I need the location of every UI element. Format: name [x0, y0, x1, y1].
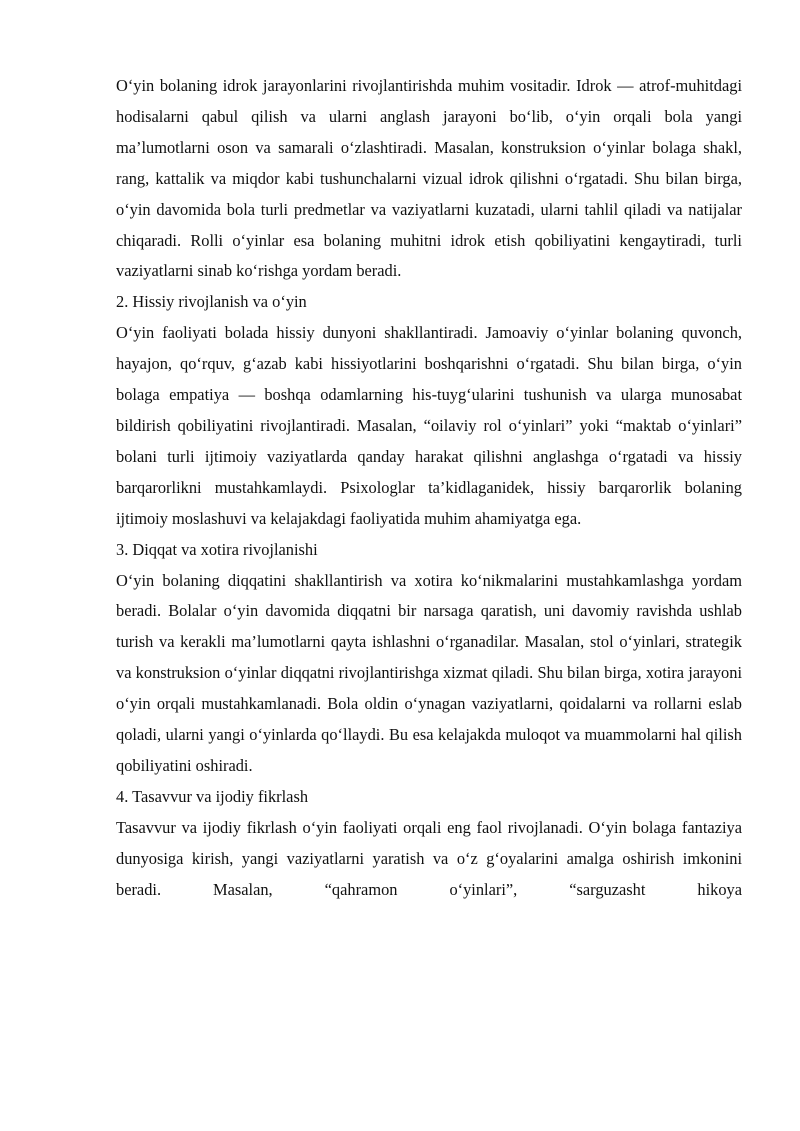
paragraph-perception: O‘yin bolaning idrok jarayonlarini rivojlantirishda muhim vositadir. Idrok — atrof-muhitdagi hodisalarni qabul qilish va ularni anglash jarayoni bo‘lib, o‘yin orqali bola yangi ma’lumotlarni oson va samarali o‘zlashtiradi. Masalan, konstruksion o‘yinlar bolaga shakl, rang, kattalik va miqdor kabi tushunchalarni vizual idrok qilishni o‘rgatadi. Shu bilan birga, o‘yin davomida bola turli predmetlar va vaziyatlarni kuzatadi, ularni tahlil qiladi va natijalar chiqaradi. Rolli o‘yinlar esa bolaning muhitni idrok etish qobiliyatini kengaytiradi, turli vaziyatlarni sinab ko‘rishga yordam beradi.	[116, 76, 742, 281]
paragraph-imagination: Tasavvur va ijodiy fikrlash o‘yin faoliyati orqali eng faol rivojlanadi. O‘yin bolaga fantaziya dunyosiga kirish, yangi vaziyatlarni yaratish va o‘z g‘oyalarini amalga oshirish imkonini beradi. Masalan, “qahramon o‘yinlari”, “sarguzasht hikoya	[116, 817, 742, 899]
heading-attention-memory: 3. Diqqat va xotira rivojlanishi	[116, 539, 318, 559]
heading-imagination-creativity: 4. Tasavvur va ijodiy fikrlash	[116, 786, 309, 806]
paragraph-emotional: O‘yin faoliyati bolada hissiy dunyoni shakllantiradi. Jamoaviy o‘yinlar bolaning quvonch, hayajon, qo‘rquv, g‘azab kabi hissiyotlarini boshqarishni o‘rgatadi. Shu bilan birga, o‘yin bolaga empatiya — boshqa odamlarning his-tuyg‘ularini tushunish va ularga munosabat bildirish qobiliyatini rivojlantiradi. Masalan, “oilaviy rol o‘yinlari” yoki “maktab o‘yinlari” bolani turli ijtimoiy vaziyatlarda qanday harakat qilishni anglashga o‘rgatadi va hissiy barqarorlikni mustahkamlaydi. Psixologlar ta’kidlaganidek, hissiy barqarorlik bolaning ijtimoiy moslashuvi va kelajakdagi faoliyatida muhim ahamiyatga ega.	[116, 323, 742, 528]
document-page	[116, 71, 742, 905]
heading-emotional-development: 2. Hissiy rivojlanish va o‘yin	[116, 292, 307, 312]
paragraph-attention-memory: O‘yin bolaning diqqatini shakllantirish va xotira ko‘nikmalarini mustahkamlashga yordam beradi. Bolalar o‘yin davomida diqqatni bir narsaga qaratish, uni davomiy ravishda ushlab turish va kerakli ma’lumotlarni qayta ishlashni o‘rganadilar. Masalan, stol o‘yinlari, strategik va konstruksion o‘yinlar diqqatni rivojlantirishga xizmat qiladi. Shu bilan birga, xotira jarayoni o‘yin orqali mustahkamlanadi. Bola oldin o‘ynagan vaziyatlarni, qoidalarni va rollarni eslab qoladi, ularni yangi o‘yinlarda qo‘llaydi. Bu esa kelajakda muloqot va muammolarni hal qilish qobiliyatini oshiradi.	[116, 570, 742, 775]
